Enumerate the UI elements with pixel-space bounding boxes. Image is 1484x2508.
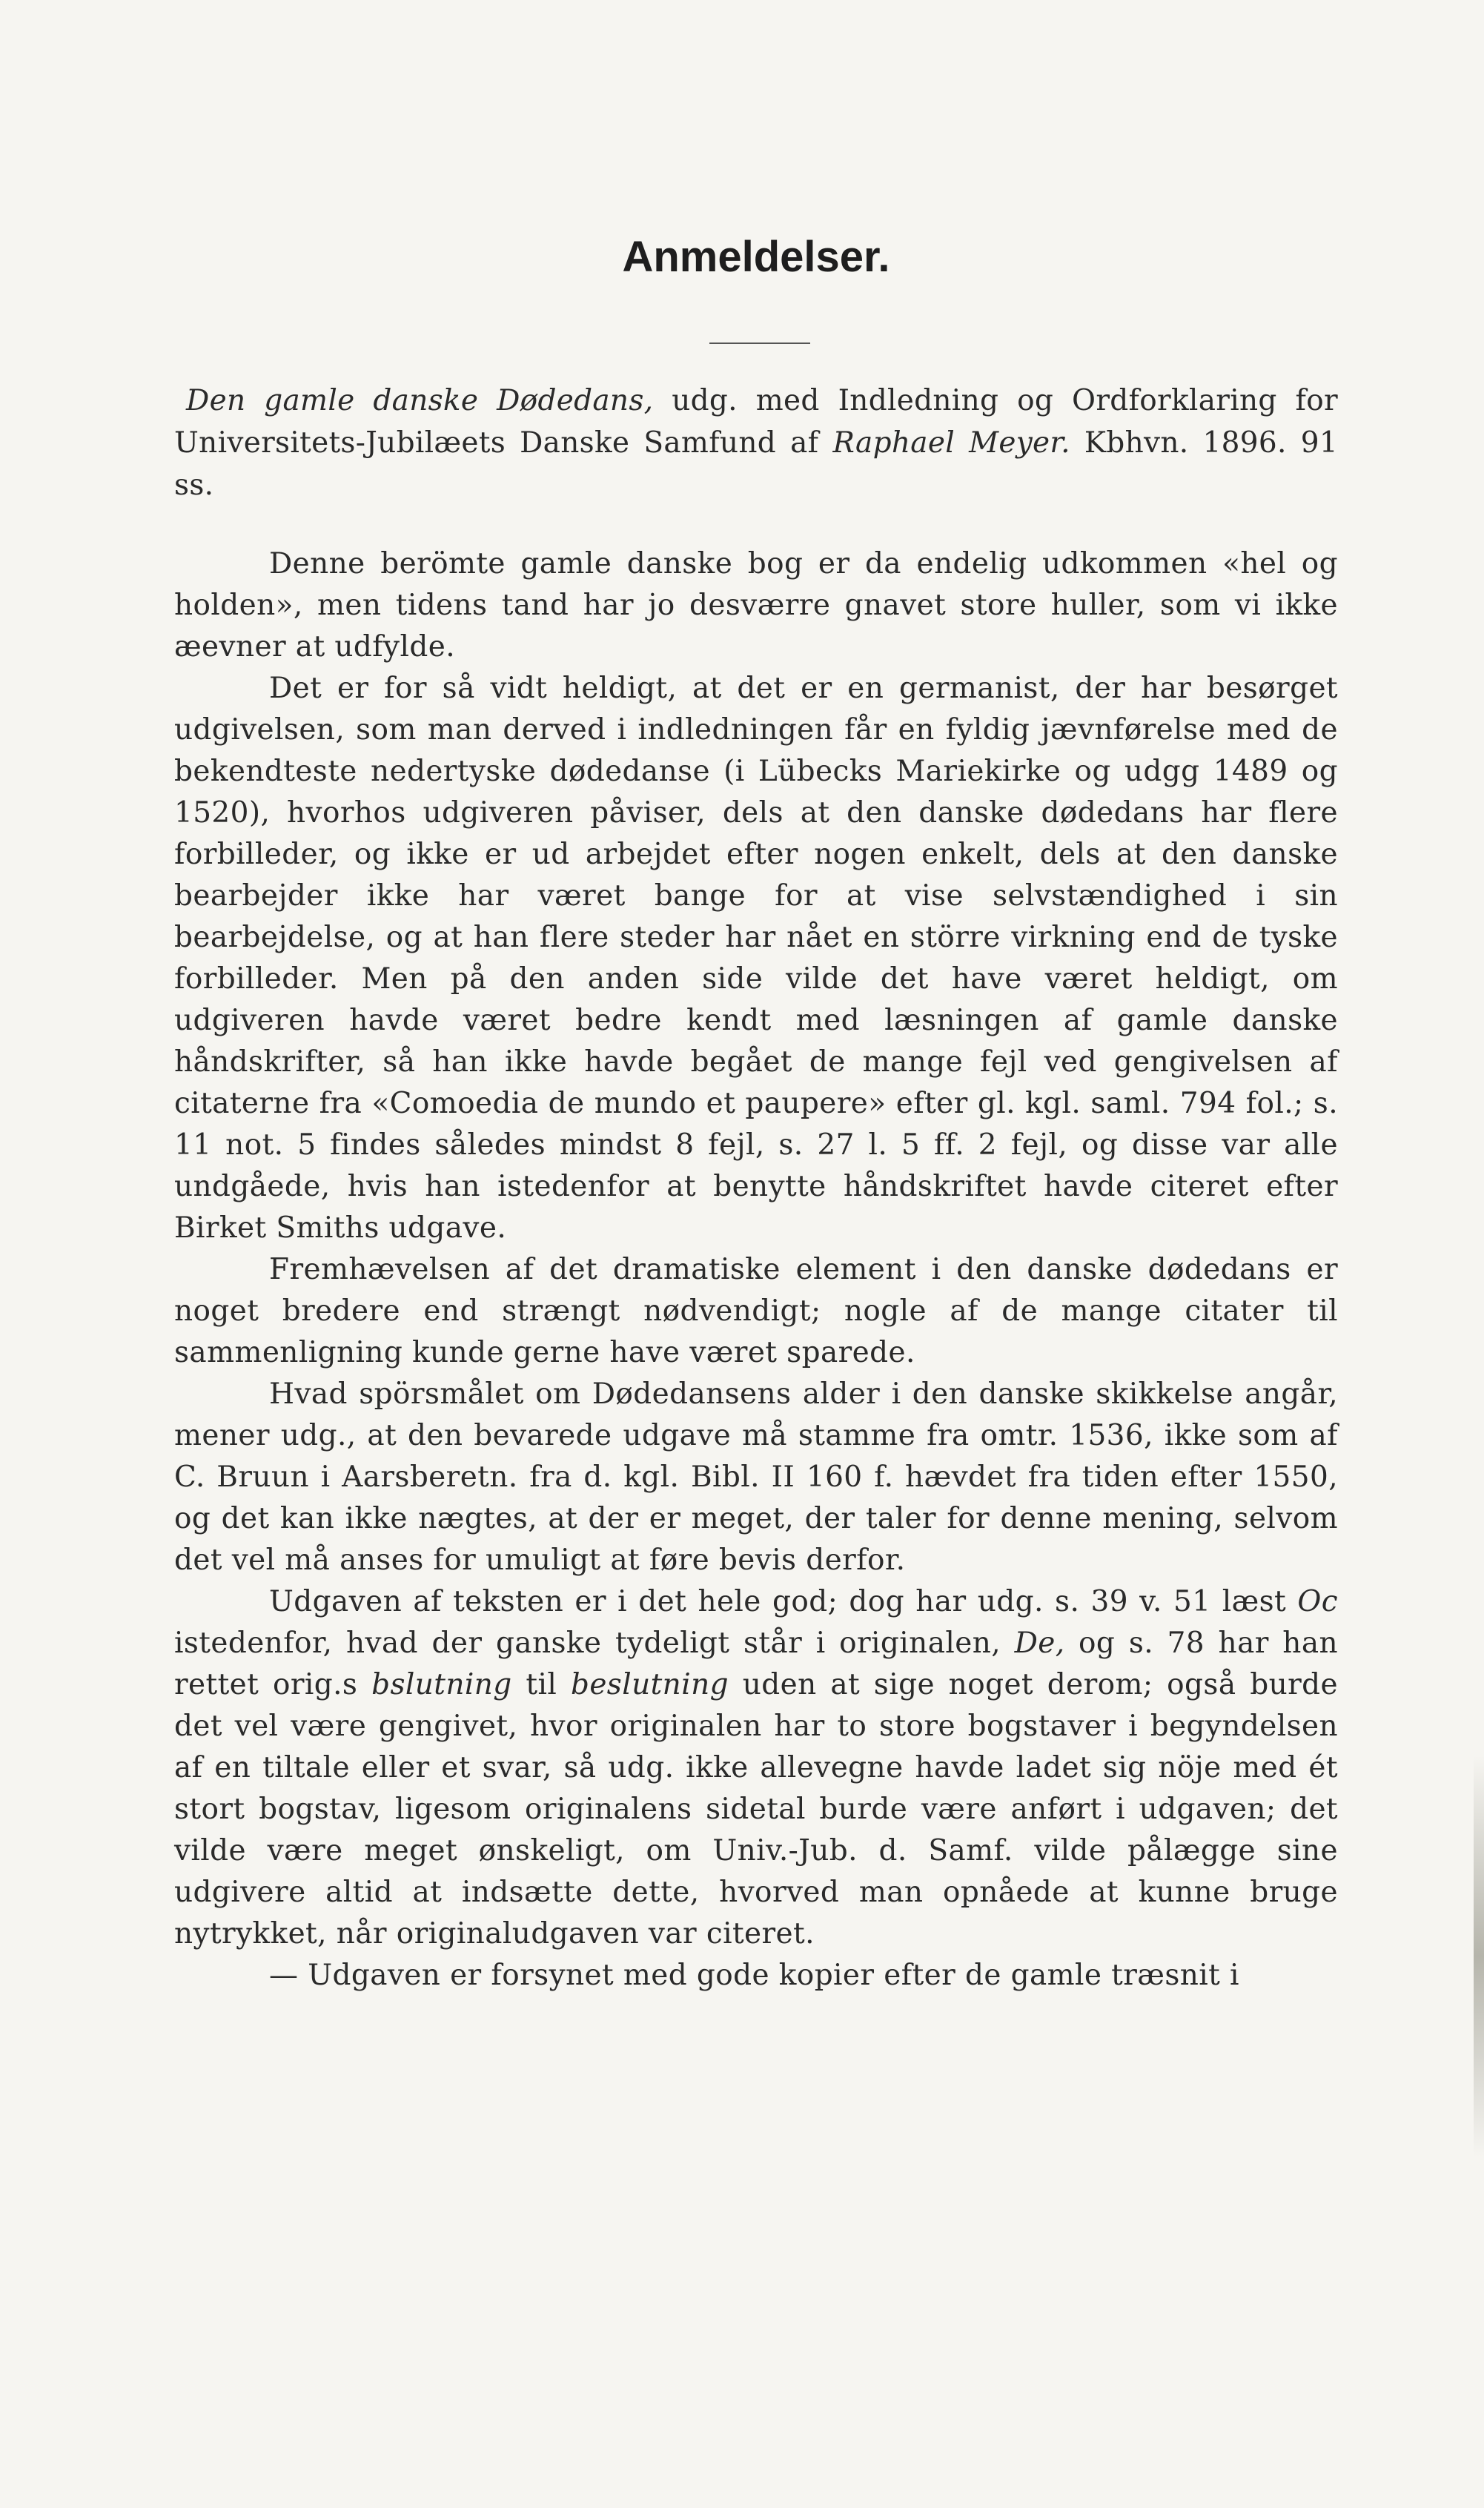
paragraph-2: Det er for så vidt heldigt, at det er en germanist, der har besørget udgivelsen, som man derved i indledningen får en fyldig jævnførelse med de bekendteste nedertyske dødedanse (i Lübecks Mariekirke og udgg 1489 og 1520), hvorhos udgiveren påviser, dels at den danske dødedans har flere forbilleder, og ikke er ud arbejdet efter nogen enkelt, dels at den danske bearbejder ikke har været bange for at vise selvstændighed i sin bearbejdelse, og at han flere steder har nået en större virkning end de tyske forbilleder. Men på den anden side vilde det have været heldigt, om udgiveren havde været bedre kendt med læsningen af gamle danske håndskrifter, så han ikke havde begået de mange fejl ved gengivelsen af citaterne fra «Comoedia de mundo et paupere» efter gl. kgl. saml. 794 fol.; s. 11 not. 5 findes således mindst 8 fejl, s. 27 l. 5 ff. 2 fejl, og disse var alle undgåede, hvis han istedenfor at benytte håndskriftet havde citeret efter Birket Smiths udgave. [174, 672, 1338, 1245]
review-body [174, 543, 1338, 1996]
paragraph-1: Denne berömte gamle danske bog er da endelig udkommen «hel og holden», men tidens tand har jo desværre gnavet store huller, som vi ikke æevner at udfylde. [174, 547, 1338, 664]
paragraph-4: Hvad spörsmålet om Dødedansens alder i den danske skikkelse angår, mener udg., at den bevarede udgave må stamme fra omtr. 1536, ikke som af C. Bruun i Aarsberetn. fra d. kgl. Bibl. II 160 f. hævdet fra tiden efter 1550, og det kan ikke nægtes, at der er meget, der taler for denne mening, selvom det vel må anses for umuligt at føre bevis derfor. [174, 1377, 1338, 1577]
review-citation [174, 380, 1338, 506]
citation-text-2: Kbhvn. 1896. 91 ss. [174, 426, 1338, 502]
p5-text-1: Udgaven af teksten er i det hele god; dog har udg. s. 39 v. 51 læst [269, 1585, 1298, 1618]
editor-name: Raphael Meyer. [832, 426, 1070, 460]
p5-italic-3: bslutning [371, 1668, 512, 1701]
p5-italic-2: De, [1014, 1627, 1065, 1660]
book-title: Den gamle danske Dødedans, [186, 384, 654, 417]
p5-italic-4: beslutning [570, 1668, 729, 1701]
p5-text-3: og s. 78 har han rettet orig.s [174, 1627, 1338, 1701]
page-edge-stain [1474, 0, 1484, 2508]
p5-text-4: til [511, 1668, 571, 1701]
page-heading: Anmeldelser. [622, 233, 890, 281]
p5-italic-1: Oc [1297, 1585, 1338, 1618]
citation-text-1: udg. med Indledning og Ordforklaring for Universitets-Jubilæets Danske Samfund af [174, 384, 1338, 460]
heading-divider [709, 343, 810, 344]
p5-text-5: uden at sige noget derom; også burde det vel være gengivet, hvor originalen har to store bogstaver i begyndelsen af en tiltale eller et svar, så udg. ikke allevegne havde ladet sig nöje med ét stort bogstav, ligesom originalens sidetal burde være anført i udgaven; det vilde være meget ønskeligt, om Univ.-Jub. d. Samf. vilde pålægge sine udgivere altid at indsætte dette, hvorved man opnåede at kunne bruge nytrykket, når originaludgaven var citeret. [174, 1668, 1339, 1951]
paragraph-6: — Udgaven er forsynet med gode kopier efter de gamle træsnit i [269, 1959, 1239, 1992]
paragraph-3: Fremhævelsen af det dramatiske element i den danske dødedans er noget bredere end strængt nødvendigt; nogle af de mange citater til sammenligning kunde gerne have været sparede. [174, 1253, 1338, 1369]
paragraph-5 [174, 1581, 1338, 1955]
p5-text-2: istedenfor, hvad der ganske tydeligt står i originalen, [174, 1627, 1015, 1660]
